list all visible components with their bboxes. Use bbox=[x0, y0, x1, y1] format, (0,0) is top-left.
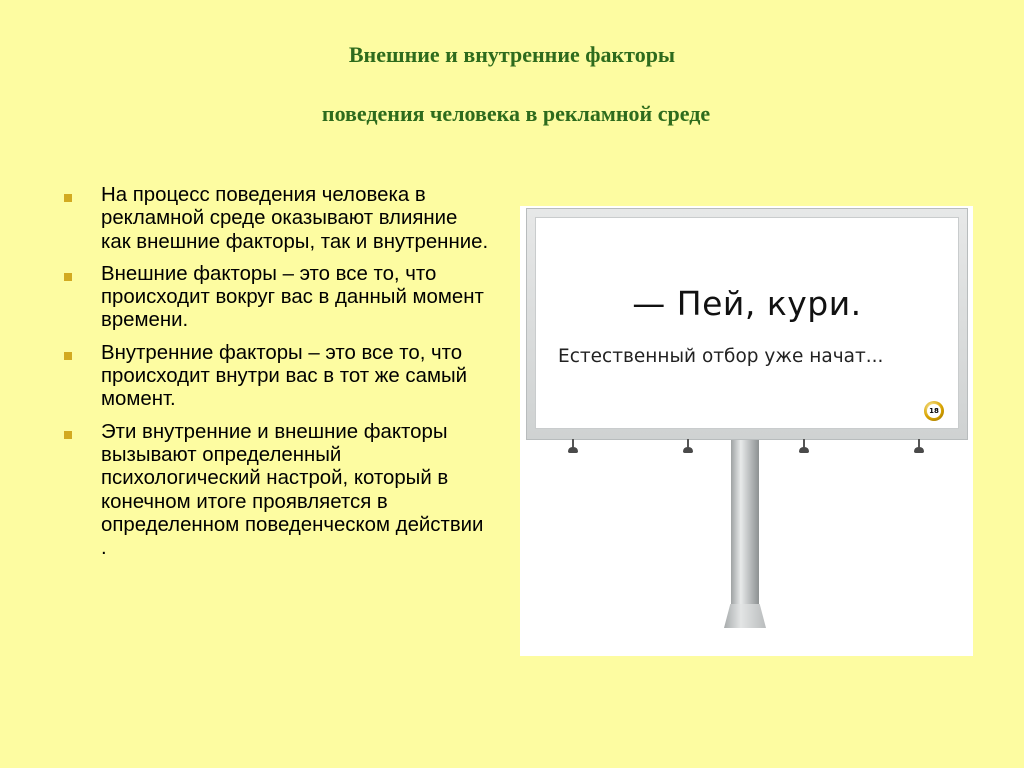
square-bullet-icon bbox=[64, 352, 72, 360]
bullet-item bbox=[62, 342, 492, 412]
square-bullet-icon bbox=[64, 194, 72, 202]
billboard-lamp-icon bbox=[683, 439, 693, 455]
square-bullet-icon bbox=[64, 273, 72, 281]
bullet-text: Внешние факторы – это все то, что происходит вокруг вас в данный момент времени. bbox=[101, 262, 484, 332]
billboard-headline: — Пей, кури. bbox=[632, 284, 862, 323]
age-rating-label: 18 bbox=[927, 404, 941, 418]
billboard-pole-base bbox=[724, 604, 766, 628]
billboard-lamp-icon bbox=[914, 439, 924, 455]
slide-title-line-2: поведения человека в рекламной среде bbox=[321, 101, 711, 126]
billboard-frame bbox=[526, 208, 968, 440]
bullet-list bbox=[62, 184, 492, 569]
bullet-text: Эти внутренние и внешние факторы вызывают определенный психологический настрой, который в конечном итоге проявляется в определенном поведенческом действии . bbox=[101, 420, 484, 560]
age-rating-badge bbox=[924, 401, 944, 421]
bullet-item bbox=[62, 421, 492, 561]
bullet-text: Внутренние факторы – это все то, что происходит внутри вас в тот же самый момент. bbox=[101, 341, 468, 411]
billboard-lamp-icon bbox=[799, 439, 809, 455]
billboard-lamp-icon bbox=[568, 439, 578, 455]
square-bullet-icon bbox=[64, 431, 72, 439]
bullet-item bbox=[62, 263, 492, 333]
billboard-face bbox=[535, 217, 959, 429]
bullet-text: На процесс поведения человека в рекламной среде оказывают влияние как внешние факторы, так и внутренние. bbox=[101, 184, 489, 253]
billboard-subline: Естественный отбор уже начат... bbox=[558, 346, 884, 367]
billboard-photo bbox=[520, 206, 973, 656]
billboard-pole bbox=[731, 440, 759, 610]
slide-title-line-1: Внешние и внутренние факторы bbox=[348, 42, 676, 67]
bullet-item bbox=[62, 184, 492, 254]
